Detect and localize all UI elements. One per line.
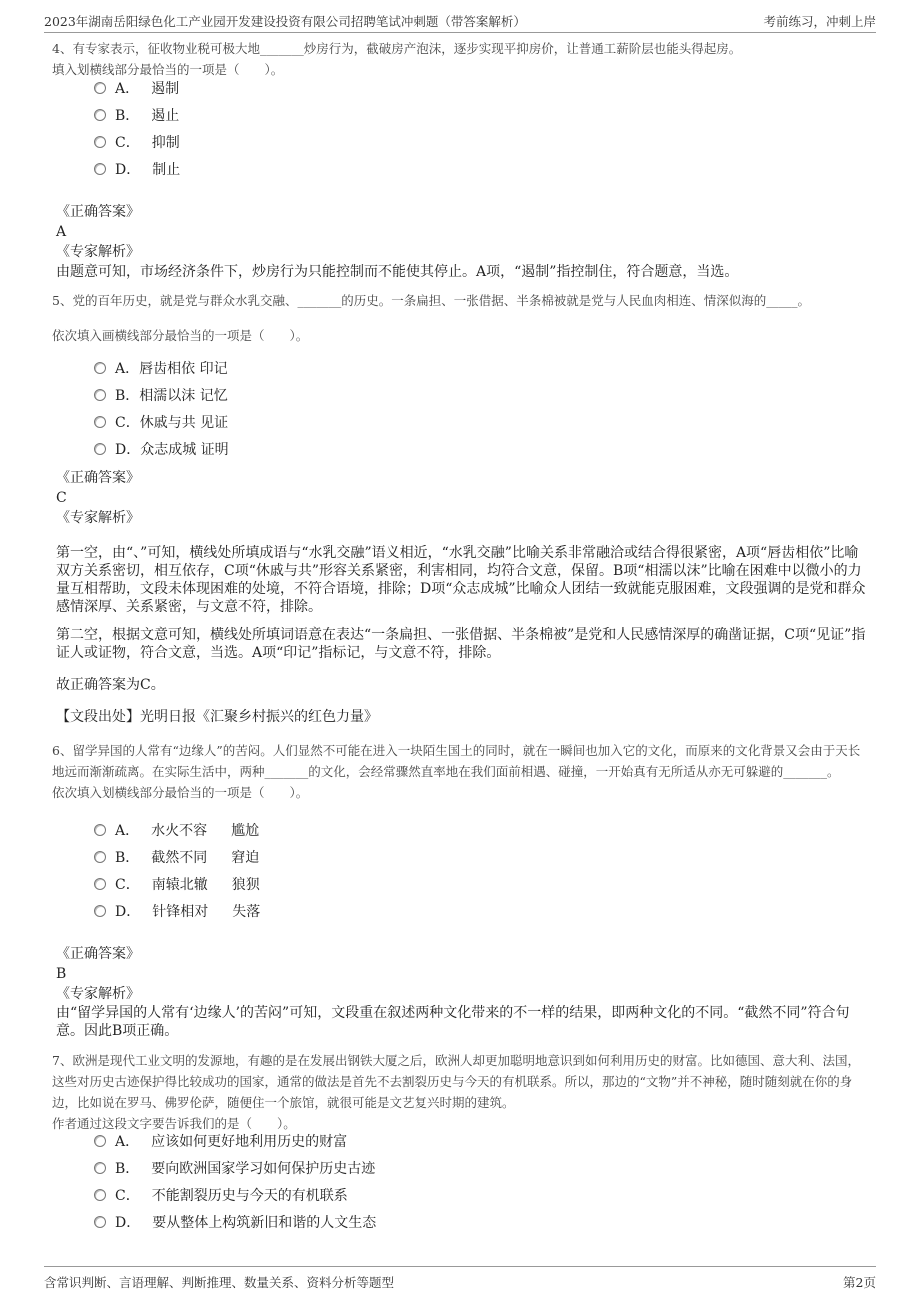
radio-icon[interactable] <box>94 443 106 455</box>
q4-option-b[interactable]: B． 遏止 <box>94 103 180 130</box>
q4-analysis: 由题意可知，市场经济条件下，炒房行为只能控制而不能使其停止。A项，“遏制”指控制住，符合题意，当选。 <box>56 264 739 280</box>
answer-label: 《正确答案》 <box>56 204 140 220</box>
radio-icon[interactable] <box>94 82 106 94</box>
radio-icon[interactable] <box>94 1135 106 1147</box>
radio-icon[interactable] <box>94 1189 106 1201</box>
page-footer <box>44 1266 876 1291</box>
q6-stem-block <box>52 740 872 803</box>
q7-options <box>94 1129 376 1237</box>
answer-label: 《正确答案》 <box>56 470 140 486</box>
radio-icon[interactable] <box>94 905 106 917</box>
q7-option-c[interactable]: C． 不能割裂历史与今天的有机联系 <box>94 1183 376 1210</box>
radio-icon[interactable] <box>94 163 106 175</box>
q7-option-d[interactable]: D． 要从整体上构筑新旧和谐的人文生态 <box>94 1210 376 1237</box>
q6-stem: 6、留学异国的人常有“边缘人”的苦闷。人们显然不可能在进入一块陌生国土的同时，就在一瞬间也加入它的文化，而原来的文化背景又会由于天长地远而渐渐疏离。在实际生活中，两种_______的文化，会经常骤然直率地在我们面前相遇、碰撞，一开始真有无所适从亦无可躲避的_______。 <box>52 743 861 779</box>
q7-prompt: 作者通过这段文字要告诉我们的是（ ）。 <box>52 1116 296 1131</box>
q6-answer-block <box>56 944 866 1040</box>
q5-analysis-para-2: 第二空，根据文意可知，横线处所填词语意在表达“一条扁担、一张借据、半条棉被”是党和人民感情深厚的确凿证据，C项“见证”指证人或证物，符合文意，当选。A项“印记”指标记，与文意不符，排除。 <box>56 627 866 661</box>
analysis-label: 《专家解析》 <box>56 986 140 1002</box>
radio-icon[interactable] <box>94 1216 106 1228</box>
q4-answer-block <box>56 202 866 282</box>
q7-option-a[interactable]: A． 应该如何更好地利用历史的财富 <box>94 1129 376 1156</box>
q5-stem-block <box>52 290 872 346</box>
document-title: 2023年湖南岳阳绿色化工产业园开发建设投资有限公司招聘笔试冲刺题（带答案解析） <box>44 14 526 29</box>
q6-answer: B <box>56 966 67 982</box>
radio-icon[interactable] <box>94 136 106 148</box>
q7-option-b[interactable]: B． 要向欧洲国家学习如何保护历史古迹 <box>94 1156 376 1183</box>
q5-option-d[interactable]: D．众志成城 证明 <box>94 437 229 464</box>
q5-answer-block <box>56 468 866 726</box>
q6-analysis: 由“留学异国的人常有‘边缘人’的苦闷”可知，文段重在叙述两种文化带来的不一样的结果，即两种文化的不同。“截然不同”符合句意。因此B项正确。 <box>56 1005 850 1039</box>
q5-prompt: 依次填入画横线部分最恰当的一项是（ ）。 <box>52 328 309 343</box>
radio-icon[interactable] <box>94 362 106 374</box>
q7-stem-block <box>52 1050 872 1134</box>
q4-option-c[interactable]: C． 抑制 <box>94 130 180 157</box>
radio-icon[interactable] <box>94 416 106 428</box>
q5-option-b[interactable]: B．相濡以沫 记忆 <box>94 383 229 410</box>
radio-icon[interactable] <box>94 824 106 836</box>
q4-stem: 4、有专家表示，征收物业税可极大地_______炒房行为，截破房产泡沫，逐步实现平抑房价，让普通工薪阶层也能头得起房。 <box>52 41 742 56</box>
q5-source: 【文段出处】光明日报《汇聚乡村振兴的红色力量》 <box>56 709 378 725</box>
header-slogan: 考前练习，冲刺上岸 <box>763 14 876 29</box>
radio-icon[interactable] <box>94 851 106 863</box>
radio-icon[interactable] <box>94 1162 106 1174</box>
q4-stem-block <box>52 38 872 80</box>
q5-answer: C <box>56 490 67 506</box>
page-number: 第2页 <box>843 1275 876 1290</box>
q4-option-a[interactable]: A． 遏制 <box>94 76 180 103</box>
radio-icon[interactable] <box>94 389 106 401</box>
q6-option-b[interactable]: B． 截然不同 窘迫 <box>94 845 260 872</box>
q6-option-a[interactable]: A． 水火不容 尴尬 <box>94 818 260 845</box>
radio-icon[interactable] <box>94 109 106 121</box>
q4-options <box>94 76 180 184</box>
q4-option-d[interactable]: D． 制止 <box>94 157 180 184</box>
q7-stem: 7、欧洲是现代工业文明的发源地，有趣的是在发展出钢铁大厦之后，欧洲人却更加聪明地意识到如何利用历史的财富。比如德国、意大利、法国，这些对历史古迹保护得比较成功的国家，通常的做法是首先不去割裂历史与今天的有机联系。所以，那边的“文物”并不神秘，随时随刻就在你的身边，比如说在罗马、佛罗伦萨，随便住一个旅馆，就很可能是文艺复兴时期的建筑。 <box>52 1053 860 1110</box>
q5-analysis-para-1: 第一空，由“、”可知，横线处所填成语与“水乳交融”语义相近，“水乳交融”比喻关系非常融洽或结合得很紧密，A项“唇齿相依”比喻双方关系密切，相互依存，C项“休戚与共”形容关系紧密，利害相同，均符合文意，保留。B项“相濡以沫”比喻在困难中以微小的力量互相帮助，文段未体现困难的处境，不符合语境，排除；D项“众志成城”比喻众人团结一致就能克服困难，文段强调的是党和群众感情深厚、关系紧密，与文意不符，排除。 <box>56 545 866 615</box>
radio-icon[interactable] <box>94 878 106 890</box>
q4-answer: A <box>56 224 67 240</box>
q6-prompt: 依次填入划横线部分最恰当的一项是（ ）。 <box>52 785 309 800</box>
q5-option-a[interactable]: A．唇齿相依 印记 <box>94 356 229 383</box>
q6-option-d[interactable]: D． 针锋相对 失落 <box>94 899 260 926</box>
q6-options <box>94 818 260 926</box>
q5-stem: 5、党的百年历史，就是党与群众水乳交融、_______的历史。一条扁担、一张借据、半条棉被就是党与人民血肉相连、情深似海的_____。 <box>52 293 810 308</box>
q4-prompt: 填入划横线部分最恰当的一项是（ ）。 <box>52 62 284 77</box>
answer-label: 《正确答案》 <box>56 946 140 962</box>
q5-options <box>94 356 229 464</box>
q5-analysis-conclusion: 故正确答案为C。 <box>56 677 165 693</box>
footer-description: 含常识判断、言语理解、判断推理、数量关系、资料分析等题型 <box>44 1275 395 1290</box>
analysis-label: 《专家解析》 <box>56 510 140 526</box>
q5-option-c[interactable]: C．休戚与共 见证 <box>94 410 229 437</box>
q6-option-c[interactable]: C． 南辕北辙 狼狈 <box>94 872 260 899</box>
page-header <box>44 10 876 33</box>
analysis-label: 《专家解析》 <box>56 244 140 260</box>
